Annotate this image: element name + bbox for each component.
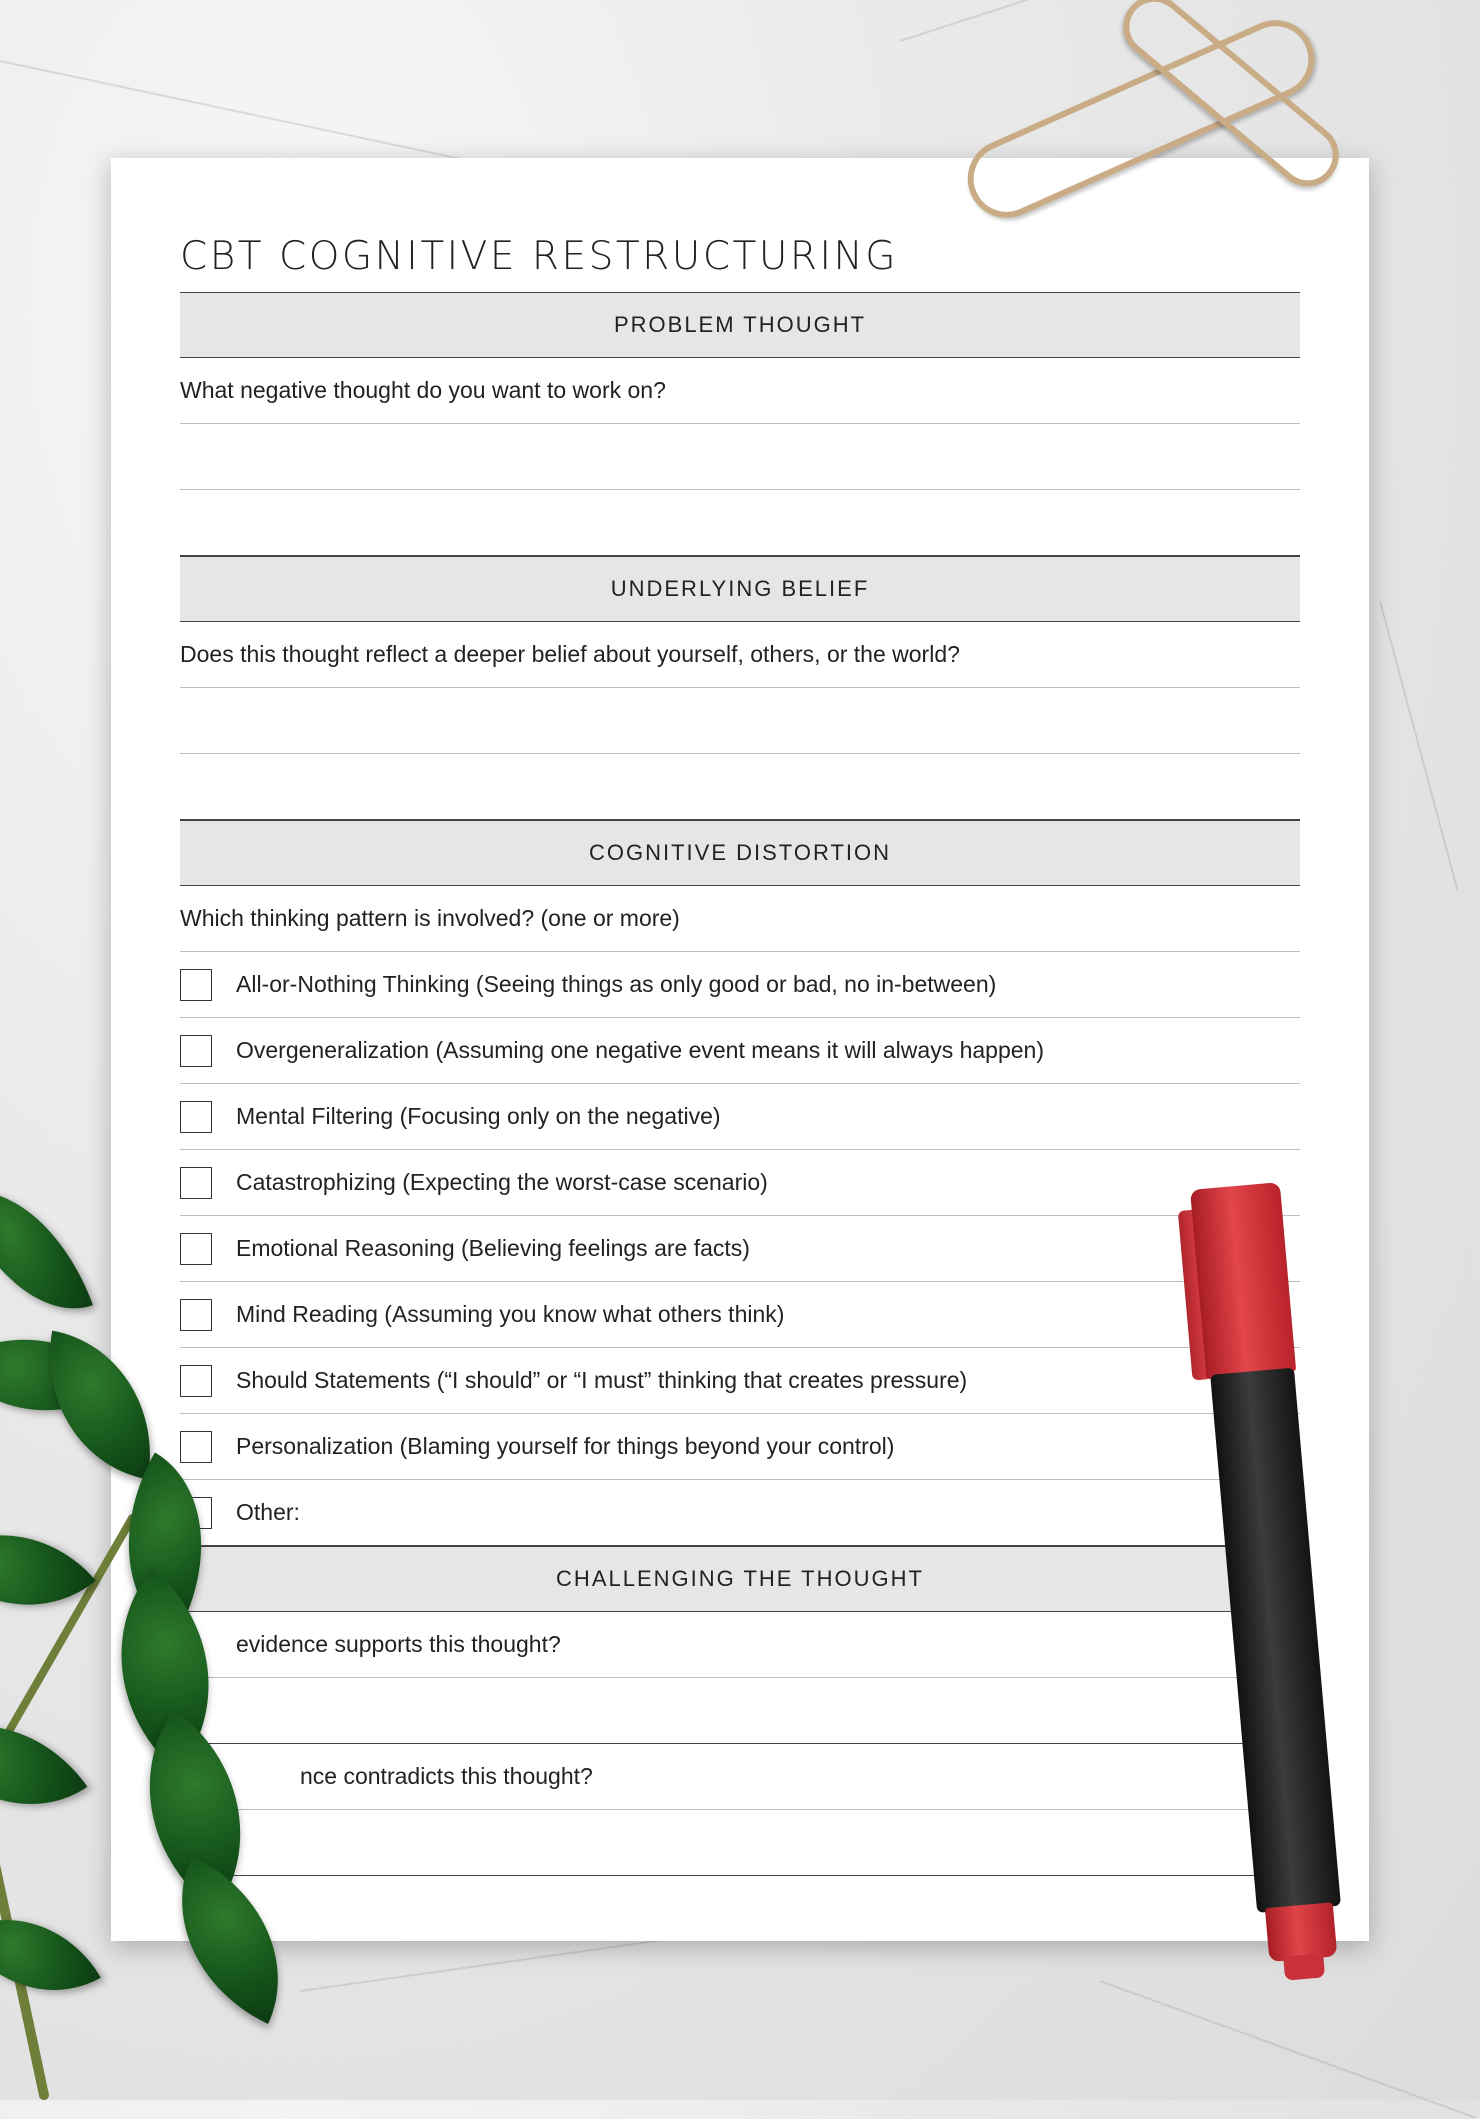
writing-line[interactable] xyxy=(180,424,1300,490)
option-label: Mental Filtering (Focusing only on the negative) xyxy=(236,1103,721,1129)
section-header-cognitive-distortion: COGNITIVE DISTORTION xyxy=(180,820,1300,886)
distortion-option xyxy=(180,1414,1300,1480)
prompt-problem-thought xyxy=(180,358,1300,424)
worksheet-page xyxy=(111,158,1369,1941)
distortion-option xyxy=(180,952,1300,1018)
option-label: Emotional Reasoning (Believing feelings are facts) xyxy=(236,1235,750,1261)
distortion-option xyxy=(180,1480,1300,1546)
checkbox[interactable] xyxy=(180,1233,212,1265)
option-label: Mind Reading (Assuming you know what others think) xyxy=(236,1301,785,1327)
prompt-text: Which thinking pattern is involved? (one or more) xyxy=(180,905,680,931)
writing-line[interactable] xyxy=(180,490,1300,556)
distortion-option xyxy=(180,1282,1300,1348)
checkbox[interactable] xyxy=(180,1035,212,1067)
prompt-cognitive-distortion xyxy=(180,886,1300,952)
checkbox[interactable] xyxy=(180,1299,212,1331)
marker-cap xyxy=(1190,1182,1296,1379)
leaf-icon xyxy=(0,1489,96,1652)
prompt-underlying-belief xyxy=(180,622,1300,688)
writing-line[interactable] xyxy=(180,688,1300,754)
marble-vein xyxy=(1379,601,1459,891)
prompt-evidence-contradicts xyxy=(180,1744,1300,1810)
option-label: Overgeneralization (Assuming one negative event means it will always happen) xyxy=(236,1037,1044,1063)
marble-vein xyxy=(0,60,489,166)
leaf-icon xyxy=(0,1164,93,1336)
distortion-option xyxy=(180,1348,1300,1414)
distortion-option xyxy=(180,1018,1300,1084)
writing-line[interactable] xyxy=(180,1810,1300,1876)
section-header-underlying-belief: UNDERLYING BELIEF xyxy=(180,556,1300,622)
prompt-text: nce contradicts this thought? xyxy=(300,1763,593,1789)
leaf-icon xyxy=(0,1882,101,2027)
prompt-text: Does this thought reflect a deeper belief about yourself, others, or the world? xyxy=(180,641,960,667)
prompt-text: evidence supports this thought? xyxy=(236,1631,561,1657)
section-header-problem-thought: PROBLEM THOUGHT xyxy=(180,292,1300,358)
option-label: Catastrophizing (Expecting the worst-case scenario) xyxy=(236,1169,768,1195)
option-label: All-or-Nothing Thinking (Seeing things as only good or bad, no in-between) xyxy=(236,971,997,997)
marker-nib xyxy=(1283,1953,1325,1980)
checkbox[interactable] xyxy=(180,1101,212,1133)
checkbox[interactable] xyxy=(180,1365,212,1397)
distortion-option xyxy=(180,1084,1300,1150)
page-title: CBT COGNITIVE RESTRUCTURING xyxy=(180,234,898,279)
writing-line[interactable] xyxy=(180,1678,1300,1744)
leaf-icon xyxy=(0,1680,87,1850)
writing-line[interactable] xyxy=(180,754,1300,820)
prompt-evidence-supports xyxy=(180,1612,1300,1678)
checkbox[interactable] xyxy=(180,1431,212,1463)
checkbox[interactable] xyxy=(180,969,212,1001)
prompt-text: What negative thought do you want to work on? xyxy=(180,377,666,403)
checkbox[interactable] xyxy=(180,1167,212,1199)
distortion-option xyxy=(180,1216,1300,1282)
marker-end-cap xyxy=(1265,1902,1337,1962)
distortion-option xyxy=(180,1150,1300,1216)
option-label: Should Statements (“I should” or “I must” thinking that creates pressure) xyxy=(236,1367,968,1393)
option-label: Personalization (Blaming yourself for things beyond your control) xyxy=(236,1433,895,1459)
marble-vein xyxy=(1100,1980,1477,2119)
section-header-challenging-thought: CHALLENGING THE THOUGHT xyxy=(180,1546,1300,1612)
option-label: Other: xyxy=(236,1499,300,1525)
